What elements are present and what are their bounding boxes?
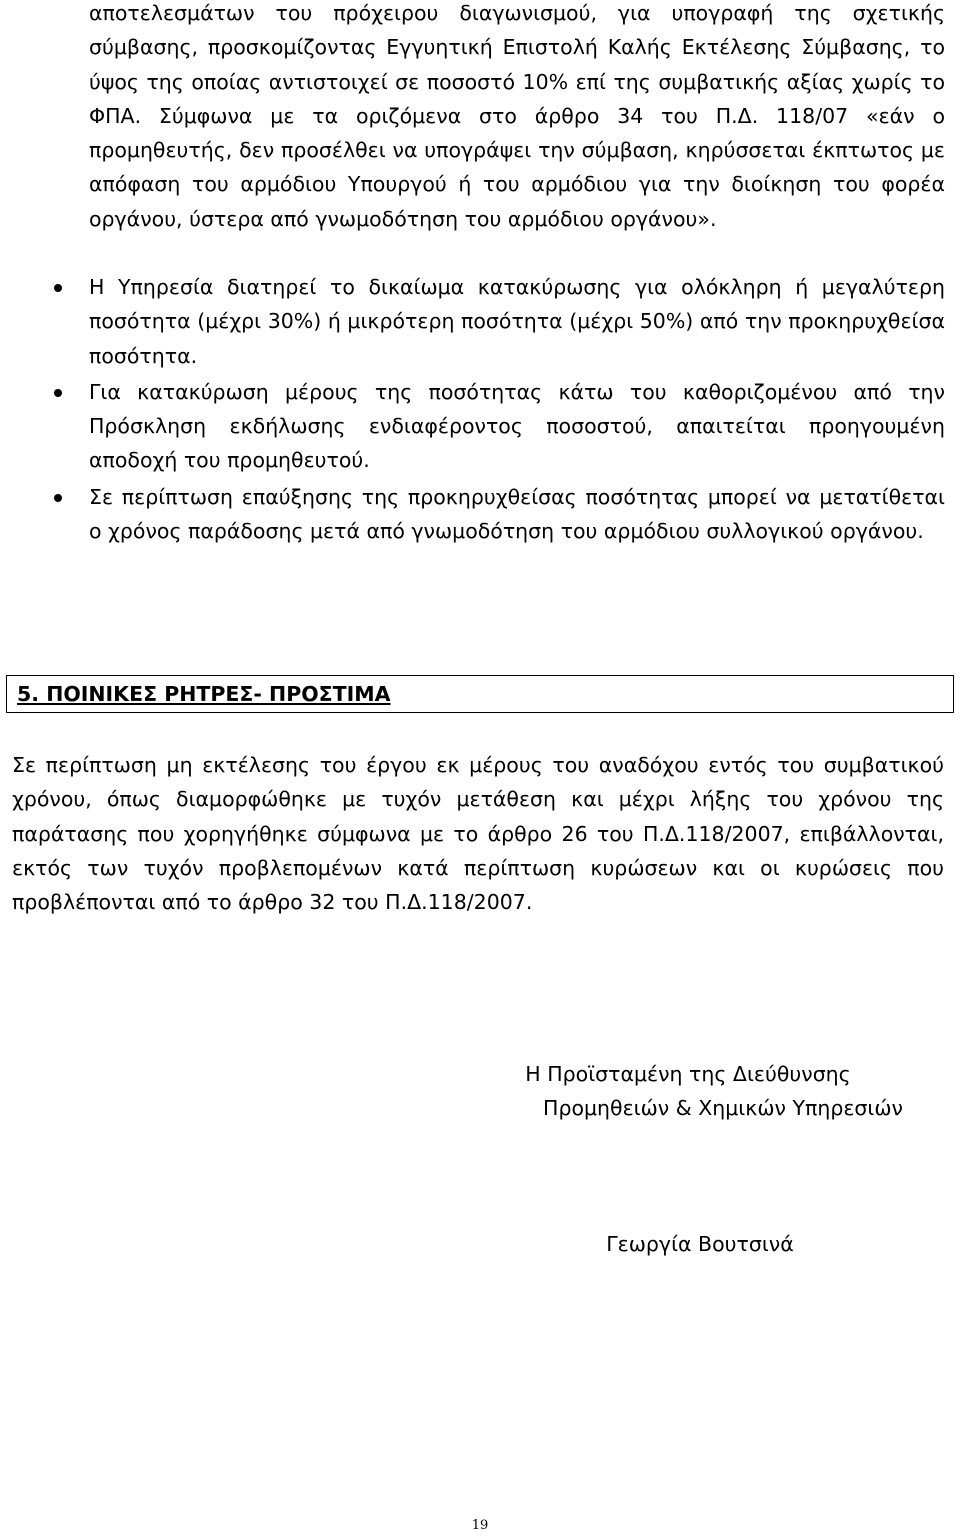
page-number: 19: [471, 1518, 489, 1533]
bullet-item: [0, 270, 945, 373]
bullet-item: [0, 375, 945, 478]
bullet-item: [0, 480, 945, 549]
signature-title-line1: Η Προϊσταμένη της Διεύθυνσης: [525, 1062, 851, 1086]
bullet-icon: [54, 389, 62, 397]
section-title: 5. ΠΟΙΝΙΚΕΣ ΡΗΤΡΕΣ- ΠΡΟΣΤΙΜΑ: [17, 682, 391, 706]
bullet-text: Η Υπηρεσία διατηρεί το δικαίωμα κατακύρωσης για ολόκληρη ή μεγαλύτερη ποσότητα (μέχρι 30%) ή μικρότερη ποσότητα (μέχρι 50%) από την προκηρυχθείσα ποσότητα.: [89, 275, 945, 368]
bullet-list: [0, 270, 960, 550]
section-heading-box: [6, 675, 954, 713]
bullet-icon: [54, 284, 62, 292]
bullet-text: Για κατακύρωση μέρους της ποσότητας κάτω του καθοριζομένου από την Πρόσκληση εκδήλωσης ενδιαφέροντος ποσοστού, απαιτείται προηγουμένη αποδοχή του προμηθευτού.: [89, 379, 945, 473]
signature-name: Γεωργία Βουτσινά: [606, 1232, 794, 1256]
signature-title-line2: Προμηθειών & Χημικών Υπηρεσιών: [543, 1096, 903, 1120]
section-body: Σε περίπτωση μη εκτέλεσης του έργου εκ μέρους του αναδόχου εντός του συμβατικού χρόνου, όπως διαμορφώθηκε με τυχόν μετάθεση και μέχρι λήξης του χρόνου της παράτασης που χορηγήθηκε σύμφωνα με το άρθρο 26 του Π.Δ.118/2007, επιβάλλονται, εκτός των τυχόν προβλεπομένων κατά περίπτωση κυρώσεων και οι κυρώσεις που προβλέπονται από το άρθρο 32 του Π.Δ.118/2007.: [12, 753, 944, 915]
continuation-paragraph: αποτελεσμάτων του πρόχειρου διαγωνισμού, για υπογραφή της σχετικής σύμβασης, προσκομίζοντας Εγγυητική Επιστολή Καλής Εκτέλεσης Σύμβασης, το ύψος της οποίας αντιστοιχεί σε ποσοστό 10% επί της συμβατικής αξίας χωρίς το ΦΠΑ. Σύμφωνα με τα οριζόμενα στο άρθρο 34 του Π.Δ. 118/07 «εάν ο προμηθευτής, δεν προσέλθει να υπογράψει την σύμβαση, κηρύσσεται έκπτωτος με απόφαση του αρμόδιου Υπουργού ή του αρμόδιου για την διοίκηση του φορέα οργάνου, ύστερα από γνωμοδότηση του αρμόδιου οργάνου».: [89, 1, 945, 231]
bullet-icon: [54, 494, 62, 502]
bullet-text: Σε περίπτωση επαύξησης της προκηρυχθείσας ποσότητας μπορεί να μετατίθεται ο χρόνος παράδοσης μετά από γνωμοδότηση του αρμόδιου συλλογικού οργάνου.: [89, 484, 945, 544]
